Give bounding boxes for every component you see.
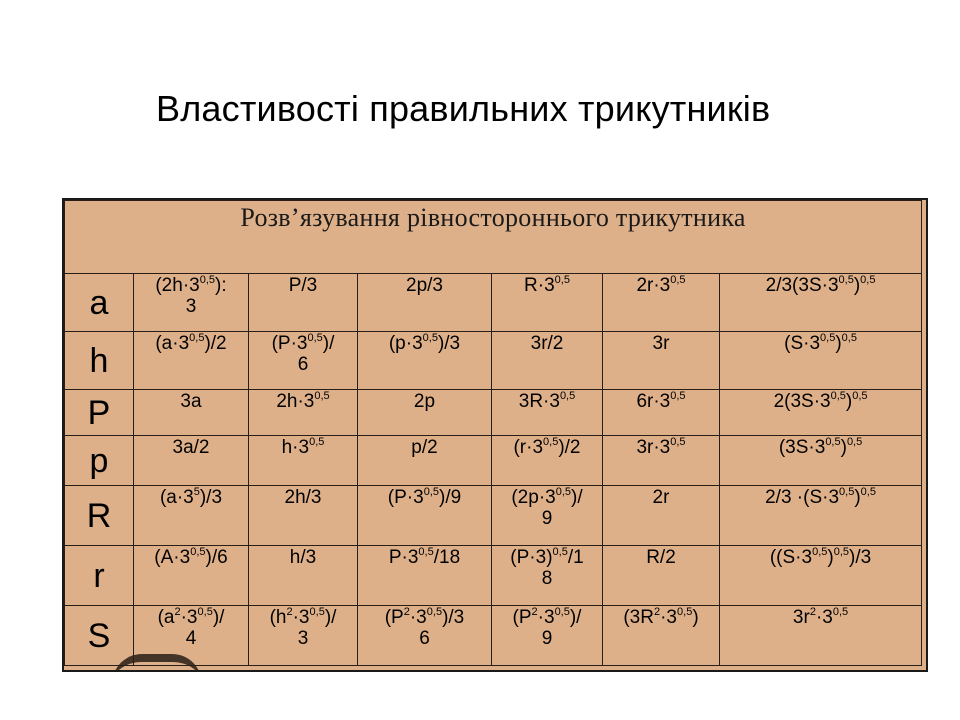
- formula-cell: $(3S\cdot 3^{0,5})^{0,5}$: [720, 436, 922, 486]
- row-label-r: r: [65, 546, 134, 606]
- slide-title: Властивості правильних трикутників: [156, 88, 771, 129]
- formula-cell: p/2: [358, 436, 492, 486]
- formula-cell: $(2p\cdot 3^{0,5})/$ 9: [492, 486, 603, 546]
- formula-cell: 3r/2: [492, 332, 603, 390]
- row-label-R: R: [65, 486, 134, 546]
- formula-cell: $3r\cdot 3^{0,5}$: [603, 436, 720, 486]
- formula-cell: 2p: [358, 390, 492, 436]
- formula-cell: $(a\cdot 3^{0,5})/2$: [134, 332, 249, 390]
- formula-cell: $2/3(3S\cdot 3^{0,5})^{0,5}$: [720, 274, 922, 332]
- formula-cell: $2(3S\cdot 3^{0,5})^{0,5}$: [720, 390, 922, 436]
- formula-cell: P/3: [249, 274, 358, 332]
- formula-cell: $(S\cdot 3^{0,5})^{0,5}$: [720, 332, 922, 390]
- formula-cell: $(P\cdot 3^{0,5})/9$: [358, 486, 492, 546]
- formula-cell: $P\cdot 3^{0,5}/18$: [358, 546, 492, 606]
- formula-cell: $(p\cdot 3^{0,5})/3$: [358, 332, 492, 390]
- formula-cell: $(a^2\cdot 3^{0,5})/$ 4: [134, 606, 249, 666]
- formula-cell: $3r^2\cdot 3^{0,5}$: [720, 606, 922, 666]
- table-row: [65, 606, 922, 666]
- table-row: [65, 390, 922, 436]
- cut-off-next-caption: [64, 658, 926, 670]
- formula-cell: $2r\cdot 3^{0,5}$: [603, 274, 720, 332]
- table-row: [65, 486, 922, 546]
- formula-cell: $(a\cdot 3^5)/3$: [134, 486, 249, 546]
- formula-cell: 3a: [134, 390, 249, 436]
- row-label-S: S: [65, 606, 134, 666]
- table-caption: Розв’язування рівностороннього трикутника: [65, 201, 922, 274]
- table-row: [65, 436, 922, 486]
- formula-cell: R/2: [603, 546, 720, 606]
- formula-cell: 2h/3: [249, 486, 358, 546]
- formula-cell: $(P\cdot 3)^{0,5}/1$ 8: [492, 546, 603, 606]
- row-label-p: p: [65, 436, 134, 486]
- row-label-a: a: [65, 274, 134, 332]
- formula-cell: $6r\cdot 3^{0,5}$: [603, 390, 720, 436]
- row-label-h: h: [65, 332, 134, 390]
- formula-cell: $(2h\cdot 3^{0,5})$: 3: [134, 274, 249, 332]
- formula-cell: 3a/2: [134, 436, 249, 486]
- formula-cell: $(P\cdot 3^{0,5})/$ 6: [249, 332, 358, 390]
- formula-cell: $(P^2\cdot 3^{0,5})/$ 9: [492, 606, 603, 666]
- equilateral-triangle-table: [62, 198, 928, 672]
- formula-cell: $(r\cdot 3^{0,5})/2$: [492, 436, 603, 486]
- formula-cell: $(h^2\cdot 3^{0,5})/$ 3: [249, 606, 358, 666]
- formula-cell: 2r: [603, 486, 720, 546]
- row-label-P: P: [65, 390, 134, 436]
- formula-cell: $(3R^2\cdot 3^{0,5})$: [603, 606, 720, 666]
- formula-cell: $R\cdot 3^{0,5}$: [492, 274, 603, 332]
- table-row: [65, 274, 922, 332]
- formula-cell: $2h\cdot 3^{0,5}$: [249, 390, 358, 436]
- formula-cell: $((S\cdot 3^{0,5})^{0,5})/3$: [720, 546, 922, 606]
- formula-table: [64, 200, 922, 666]
- formula-cell: 3r: [603, 332, 720, 390]
- table-row: [65, 546, 922, 606]
- formula-cell: $h\cdot 3^{0,5}$: [249, 436, 358, 486]
- formula-cell: 2p/3: [358, 274, 492, 332]
- formula-cell: $(A\cdot 3^{0,5})/6$: [134, 546, 249, 606]
- formula-cell: $2/3 \cdot(S\cdot 3^{0,5})^{0,5}$: [720, 486, 922, 546]
- formula-cell: h/3: [249, 546, 358, 606]
- formula-cell: $3R\cdot 3^{0,5}$: [492, 390, 603, 436]
- formula-cell: $(P^2\cdot 3^{0,5})/3$ 6: [358, 606, 492, 666]
- table-row: [65, 332, 922, 390]
